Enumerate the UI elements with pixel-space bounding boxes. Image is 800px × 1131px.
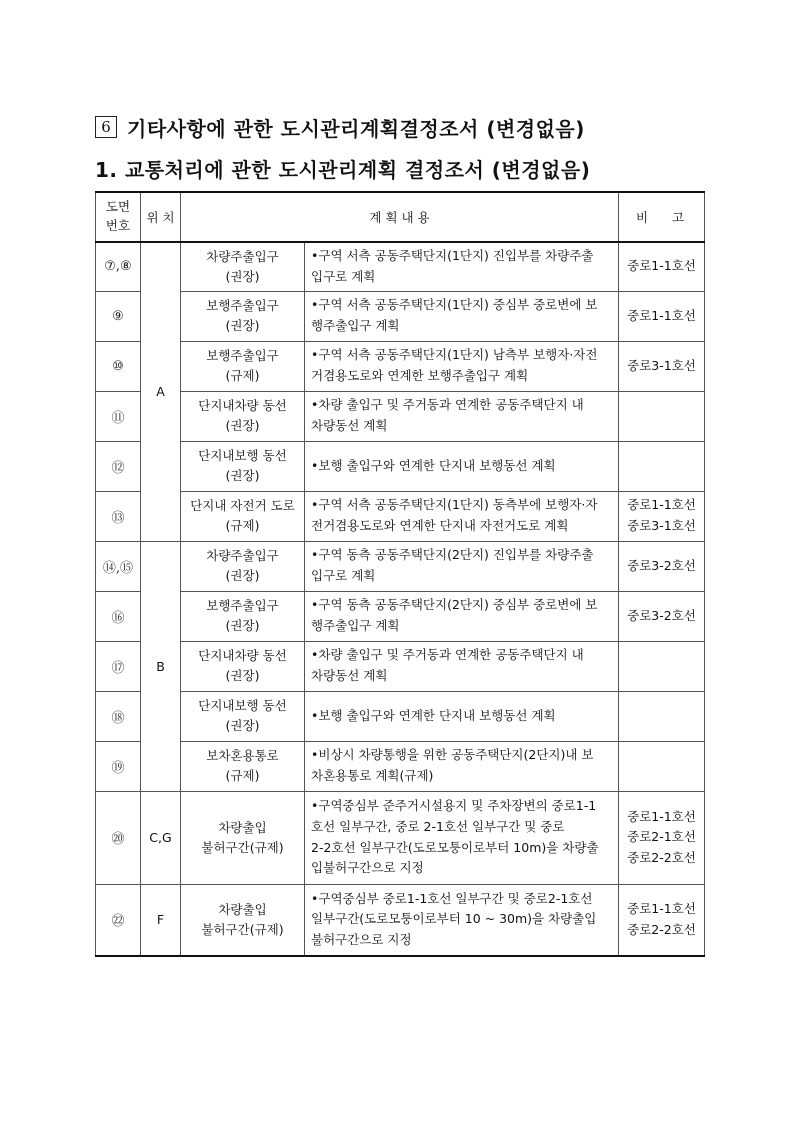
item-name: 보행주출입구 (규제) (181, 341, 305, 391)
section-title: 기타사항에 관한 도시관리계획결정조서 (변경없음) (127, 116, 585, 141)
plan-content: •구역중심부 준주거시설용지 및 주차장변의 중로1-1 호선 일부구간, 중로 2-1호선 일부구간 및 중로 2-2호선 일부구간(도로모퉁이로부터 10m)을 차량출 입불허구간으로 지정 (305, 791, 619, 884)
drawing-number: ⑦,⑧ (96, 242, 141, 291)
section-heading (95, 112, 735, 142)
table-row (96, 242, 705, 291)
location-cell: C,G (141, 791, 181, 884)
item-name: 보행주출입구 (권장) (181, 291, 305, 341)
traffic-plan-table (95, 191, 704, 957)
table-row (96, 291, 705, 341)
header-location: 위 치 (141, 192, 181, 242)
item-name: 단지내차량 동선 (권장) (181, 641, 305, 691)
header-note: 비 고 (619, 192, 705, 242)
plan-content: •구역 서측 공동주택단지(1단지) 동측부에 보행자·자 전거겸용도로와 연계한 단지내 자전거도로 계획 (305, 491, 619, 541)
item-name: 차량출입 불허구간(규제) (181, 884, 305, 956)
plan-content: •비상시 차량통행을 위한 공동주택단지(2단지)내 보 차혼용통로 계획(규제) (305, 741, 619, 791)
drawing-number: ⑳ (96, 791, 141, 884)
item-name: 단지내보행 동선 (권장) (181, 691, 305, 741)
table-row (96, 491, 705, 541)
plan-content: •구역 동측 공동주택단지(2단지) 진입부를 차량주출 입구로 계획 (305, 541, 619, 591)
table-row (96, 541, 705, 591)
plan-content: •차량 출입구 및 주거동과 연계한 공동주택단지 내 차량동선 계획 (305, 641, 619, 691)
note-cell: 중로3-1호선 (619, 341, 705, 391)
drawing-number: ⑪ (96, 391, 141, 441)
drawing-number: ⑰ (96, 641, 141, 691)
item-name: 보차혼용통로 (규제) (181, 741, 305, 791)
item-name: 단지내보행 동선 (권장) (181, 441, 305, 491)
plan-content: •구역 서측 공동주택단지(1단지) 남측부 보행자·자전 거겸용도로와 연계한 보행주출입구 계획 (305, 341, 619, 391)
item-name: 단지내차량 동선 (권장) (181, 391, 305, 441)
note-cell: 중로3-2호선 (619, 541, 705, 591)
drawing-number: ⑩ (96, 341, 141, 391)
item-name: 단지내 자전거 도로 (규제) (181, 491, 305, 541)
drawing-number: ⑨ (96, 291, 141, 341)
note-cell (619, 441, 705, 491)
table-row (96, 791, 705, 884)
table-row (96, 341, 705, 391)
plan-content: •구역 동측 공동주택단지(2단지) 중심부 중로변에 보 행주출입구 계획 (305, 591, 619, 641)
item-name: 차량주출입구 (권장) (181, 242, 305, 291)
location-cell: F (141, 884, 181, 956)
note-cell: 중로1-1호선 (619, 291, 705, 341)
table-row (96, 691, 705, 741)
table-row (96, 591, 705, 641)
note-cell (619, 641, 705, 691)
location-cell: B (141, 541, 181, 791)
location-cell: A (141, 242, 181, 541)
header-drawing-number: 도면 번호 (96, 192, 141, 242)
table-row (96, 741, 705, 791)
plan-content: •구역 서측 공동주택단지(1단지) 중심부 중로변에 보 행주출입구 계획 (305, 291, 619, 341)
drawing-number: ⑯ (96, 591, 141, 641)
drawing-number: ⑫ (96, 441, 141, 491)
item-name: 보행주출입구 (권장) (181, 591, 305, 641)
item-name: 차량주출입구 (권장) (181, 541, 305, 591)
plan-content: •보행 출입구와 연계한 단지내 보행동선 계획 (305, 691, 619, 741)
plan-content: •차량 출입구 및 주거동과 연계한 공동주택단지 내 차량동선 계획 (305, 391, 619, 441)
note-cell: 중로1-1호선 중로2-1호선 중로2-2호선 (619, 791, 705, 884)
subsection-title: 1. 교통처리에 관한 도시관리계획 결정조서 (변경없음) (95, 157, 591, 182)
drawing-number: ⑱ (96, 691, 141, 741)
table-row (96, 641, 705, 691)
table-row (96, 884, 705, 956)
header-plan-content: 계 획 내 용 (181, 192, 619, 242)
plan-content: •구역중심부 중로1-1호선 일부구간 및 중로2-1호선 일부구간(도로모퉁이로부터 10 ~ 30m)을 차량출입 불허구간으로 지정 (305, 884, 619, 956)
section-number-box: 6 (95, 116, 117, 138)
drawing-number: ㉒ (96, 884, 141, 956)
note-cell (619, 691, 705, 741)
note-cell: 중로3-2호선 (619, 591, 705, 641)
plan-content: •보행 출입구와 연계한 단지내 보행동선 계획 (305, 441, 619, 491)
note-cell (619, 741, 705, 791)
item-name: 차량출입 불허구간(규제) (181, 791, 305, 884)
note-cell: 중로1-1호선 (619, 242, 705, 291)
drawing-number: ⑬ (96, 491, 141, 541)
note-cell (619, 391, 705, 441)
note-cell: 중로1-1호선 중로2-2호선 (619, 884, 705, 956)
table-header-row (96, 192, 705, 242)
drawing-number: ⑲ (96, 741, 141, 791)
table-row (96, 391, 705, 441)
note-cell: 중로1-1호선 중로3-1호선 (619, 491, 705, 541)
table-row (96, 441, 705, 491)
plan-content: •구역 서측 공동주택단지(1단지) 진입부를 차량주출 입구로 계획 (305, 242, 619, 291)
drawing-number: ⑭,⑮ (96, 541, 141, 591)
